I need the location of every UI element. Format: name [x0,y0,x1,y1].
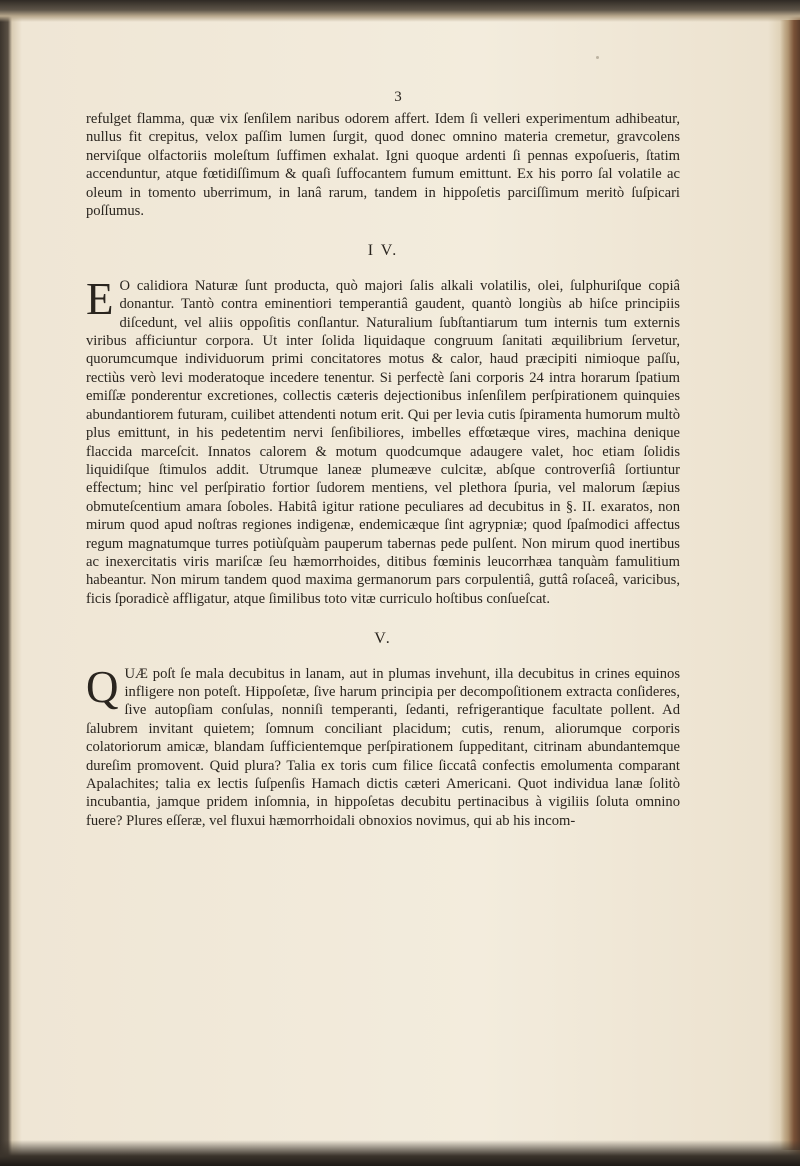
book-top-edge [0,0,800,22]
dropcap-q: Q [86,661,119,712]
section-heading-iv: I V. [367,242,399,260]
book-bottom-edge [0,1140,800,1166]
section-v-paragraph [86,661,680,831]
section-iv-text: O calidiora Naturæ ſunt producta, quò majori ſalis alkali volatilis, olei, ſulphuriſque copiâ donantur. Tantò contra eminentiori temperantiâ gaudent, quantò longiùs ab hiſce principiis diſcedunt, vel aliis oppoſitis conſlantur. Naturalium ſubſtantiarum tum internis tum externis viribus afficiuntur corpora. Ut inter ſolida liquidaque congruum ſanitati æquilibrium ſervetur, quorumcumque individuorum primi concitatores motus & calor, haud præcipiti nimioque paſſu, rectiùs verò levi moderatoque incedere tenentur. Si perfectè ſani corporis 24 intra horarum ſpatium emiſſæ ponderentur excretiones, collectis cæteris dejectionibus inſenſilem perſpirationem quinquies abundantiorem futuram, cuilibet attendenti notum erit. Qui per levia cutis ſpiramenta humorum multò plus emittunt, in his pedetentim nervi ſenſibiliores, imbelles effœtæque vires, machina denique flaccida marceſcit. Innatos calorem & motum quodcumque adaugere valet, hoc etiam ſolidis liquidiſque ſtimulos addit. Utrumque laneæ plumeæve culcitæ, abſque controverſiâ ſortiuntur effectum; hinc vel perſpiratio fortior ſudorem mentiens, vel plethora ſpuria, vel malorum ſæpius obmuteſcentium amara ſoboles. Habitâ igitur ratione peculiares ad decubitus in §. II. exaratos, non mirum quod apud noſtras regiones indigenæ, endemicæque ſint agrypniæ; quod ſpaſmodici affectus regum magnatumque turres potiùſquàm pauperum tabernas pede pulſent. Non mirum quod inertibus ac inexercitatis viris mariſcæ ſeu hæmorrhoides, ditibus fœminis leucorrhæa tanquàm famulitium habeantur. Non mirum tandem quod maxima germanorum pars corpulentiâ, guttâ roſaceâ, varicibus, ficis ſporadicè affligatur, atque ſimilibus toto vitæ curriculo hoſtibus conſueſcat. [86,277,680,607]
text-block [86,88,680,830]
page-number: 3 [394,89,402,105]
dropcap-e: E [86,273,114,324]
section-v-text: UÆ poſt ſe mala decubitus in lanam, aut in plumas invehunt, illa decubitus in crines equinos infligere non poteſt. Hippoſetæ, ſive harum principia per decompoſitionem extracta conſideres, ſive autopſiam conſulas, nonniſi temperanti, ſedanti, refrigerantique facultate pollent. Ad ſalubrem invitant quietem; ſomnum conciliant placidum; cutis, renum, aliorumque corporis colatoriorum amicæ, blandam ſufficientemque perſpirationem ſuppeditant, citrinam abundantemque dureſim promovent. Quid plura? Talia ex toris cum filice ſiccatâ confectis emolumenta comparant Apalachites; talia ex lectis ſuſpenſis Hamach dictis cæteri Americani. Quot individua lanæ ſolitò incubantia, jamque pridem inſomnia, in hippoſetas decubitu pertinacibus à vigiliis ſoluta omnino fuere? Plures eſſeræ, vel fluxui hæmorrhoidali obnoxios novimus, qui ab his incom- [86,665,680,829]
book-fore-edge [780,20,800,1150]
section-iv-paragraph [86,273,680,608]
paragraph-continued: refulget flamma, quæ vix ſenſilem naribus odorem affert. Idem ſi velleri experimentum adhibeatur, nullus fit crepitus, velox paſſim lumen ſurgit, quod donec omnino materia cremetur, gravcolens nerviſque olfactoriis moleſtum ſuffimen exhalat. Igni quoque ardenti ſi pennas expoſueris, ſtatim accenduntur, atque fœtidiſſimum & quaſi ſuffocantem fumum emittunt. Ex his porro ſal volatile ac oleum in tomento uberrimum, in lanâ rarum, tandem in hippoſetis parciſſimum meritò ſuſpicari poſſumus. [86,111,680,220]
paper-speck [596,56,599,59]
section-heading-v: V. [374,630,392,648]
